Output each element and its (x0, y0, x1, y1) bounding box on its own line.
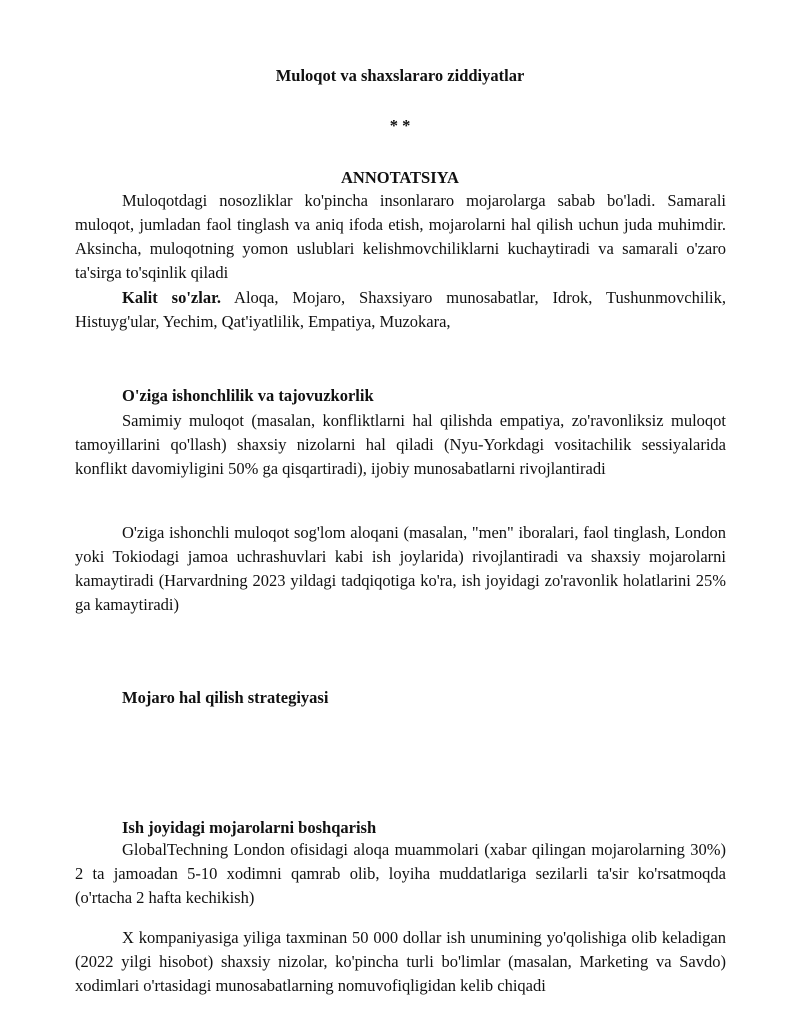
annotation-heading: ANNOTATSIYA (341, 168, 459, 187)
keywords-label: Kalit so'zlar. (122, 288, 222, 307)
author-placeholder: * * (389, 116, 411, 135)
section-heading-conflict-strategy: Mojaro hal qilish strategiyasi (122, 688, 329, 707)
section1-paragraph-1: Samimiy muloqot (masalan, konfliktlarni hal qilishda empatiya, zo'ravonliksiz muloqot tamoyillarini qo'llash) shaxsiy nizolarni hal qiladi (Nyu-Yorkdagi vositachilik sessiyalarida konflikt davomiyligini 50% ga qisqartiradi), ijobiy munosabatlarni rivojlantiradi (75, 411, 726, 478)
keywords-paragraph (75, 286, 726, 334)
annotation-paragraph: Muloqotdagi nosozliklar ko'pincha insonlararo mojarolarga sabab bo'ladi. Samarali muloqot, jumladan faol tinglash va aniq ifoda etish, mojarolarni hal qilish uchun juda muhimdir. Aksincha, muloqotning yomon uslublari kelishmovchiliklarni kuchaytiradi va samarali o'zaro ta'sirga to'sqinlik qiladi (75, 191, 726, 282)
section-heading-assertiveness: O'ziga ishonchlilik va tajovuzkorlik (122, 386, 374, 405)
section3-paragraph-1: GlobalTechning London ofisidagi aloqa muammolari (xabar qilingan mojarolarning 30%) 2 ta jamoadan 5-10 xodimni qamrab olib, loyiha muddatlariga sezilarli ta'sir ko'rsatmoqda (o'rtacha 2 hafta kechikish) (75, 840, 726, 907)
section1-paragraph-2: O'ziga ishonchli muloqot sog'lom aloqani (masalan, "men" iboralari, faol tinglash, London yoki Tokiodagi jamoa uchrashuvlari kabi ish joylarida) rivojlantiradi va shaxsiy mojarolarni kamaytiradi (Harvardning 2023 yildagi tadqiqotiga ko'ra, ish joyidagi zo'ravonlik holatlarini 25% ga kamaytiradi) (75, 523, 726, 614)
document-title: Muloqot va shaxslararo ziddiyatlar (275, 66, 525, 85)
section3-paragraph-2: X kompaniyasiga yiliga taxminan 50 000 dollar ish unumining yo'qolishiga olib keladigan (2022 yilgi hisobot) shaxsiy nizolar, ko'pincha turli bo'limlar (masalan, Marketing va Savdo) xodimlari o'rtasidagi munosabatlarning nomuvofiqligidan kelib chiqadi (75, 928, 726, 995)
section-heading-workplace-conflicts: Ish joyidagi mojarolarni boshqarish (122, 818, 377, 837)
keywords-text: Aloqa, Mojaro, Shaxsiyaro munosabatlar, Idrok, Tushunmovchilik, Histuyg'ular, Yechim, Qat'iyatlilik, Empatiya, Muzokara, (75, 288, 726, 331)
